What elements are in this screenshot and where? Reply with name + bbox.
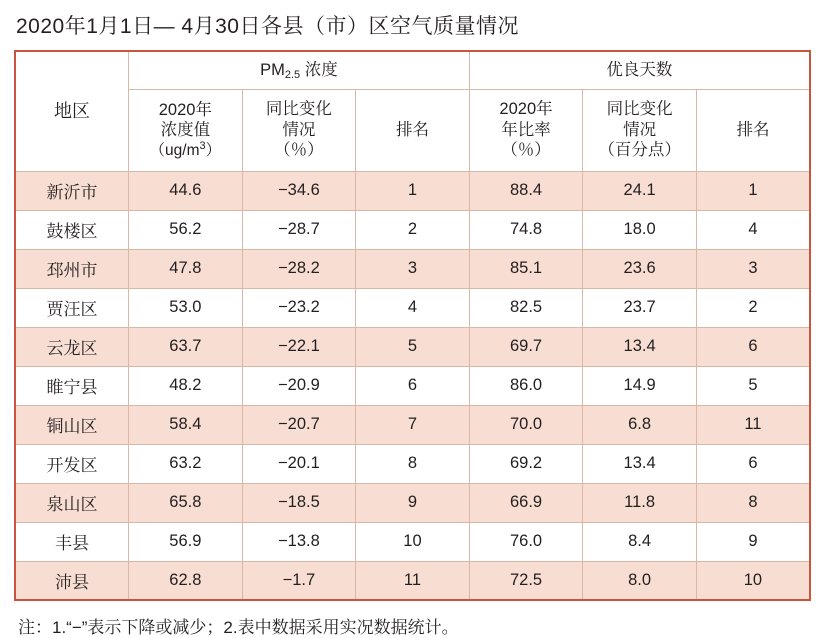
cell-days-rank: 4: [696, 210, 810, 249]
cell-pm25-value: 47.8: [129, 249, 243, 288]
column-header-days-change: [583, 89, 697, 171]
table-body: [15, 171, 810, 600]
cell-pm25-value: 63.7: [129, 327, 243, 366]
table-note: 注：1.“−”表示下降或减少；2.表中数据采用实况数据统计。: [18, 618, 459, 637]
cell-days-change: 13.4: [583, 327, 697, 366]
cell-pm25-change: −20.9: [242, 366, 356, 405]
cell-pm25-change: −28.2: [242, 249, 356, 288]
table-header-group-row: [15, 51, 810, 89]
cell-days-ratio: 82.5: [469, 288, 583, 327]
pm25-value-line1: 2020年: [158, 100, 212, 119]
cell-pm25-value: 56.2: [129, 210, 243, 249]
cell-days-rank: 8: [696, 483, 810, 522]
cell-days-change: 8.4: [583, 522, 697, 561]
page-title: 2020年1月1日— 4月30日各县（市）区空气质量情况: [16, 15, 519, 38]
cell-days-ratio: 76.0: [469, 522, 583, 561]
days-change-line1: 同比变化: [606, 100, 673, 119]
cell-region: 开发区: [15, 444, 129, 483]
cell-pm25-rank: 9: [356, 483, 470, 522]
cell-pm25-rank: 5: [356, 327, 470, 366]
cell-pm25-change: −13.8: [242, 522, 356, 561]
cell-days-ratio: 85.1: [469, 249, 583, 288]
table-row: [15, 561, 810, 600]
table-header-sub-row: [15, 89, 810, 171]
table-row: [15, 444, 810, 483]
column-header-pm25-label: $PM_{2.5}$ 浓度: [260, 60, 338, 81]
cell-pm25-change: −34.6: [242, 171, 356, 210]
column-header-pm25: [129, 51, 470, 89]
cell-days-ratio: 74.8: [469, 210, 583, 249]
days-change-line2: 情况: [623, 120, 657, 139]
cell-days-rank: 11: [696, 405, 810, 444]
cell-region: 鼓楼区: [15, 210, 129, 249]
cell-region: 睢宁县: [15, 366, 129, 405]
cell-days-change: 14.9: [583, 366, 697, 405]
cell-pm25-value: 63.2: [129, 444, 243, 483]
table-row: [15, 327, 810, 366]
cell-region: 泉山区: [15, 483, 129, 522]
cell-days-change: 24.1: [583, 171, 697, 210]
cell-pm25-value: 44.6: [129, 171, 243, 210]
cell-pm25-change: −22.1: [242, 327, 356, 366]
cell-days-ratio: 69.7: [469, 327, 583, 366]
cell-region: 铜山区: [15, 405, 129, 444]
cell-days-rank: 10: [696, 561, 810, 600]
pm25-value-line3: $(ug/m^3)$: [149, 139, 222, 159]
cell-pm25-rank: 3: [356, 249, 470, 288]
cell-pm25-change: −20.7: [242, 405, 356, 444]
air-quality-table: [14, 50, 811, 601]
cell-days-ratio: 86.0: [469, 366, 583, 405]
pm25-change-line3: （％）: [274, 141, 324, 160]
cell-days-change: 11.8: [583, 483, 697, 522]
cell-days-rank: 2: [696, 288, 810, 327]
column-header-good-days: 优良天数: [469, 51, 810, 89]
days-ratio-line2: 年比率: [501, 120, 551, 139]
cell-pm25-rank: 2: [356, 210, 470, 249]
table-row: [15, 210, 810, 249]
cell-region: 云龙区: [15, 327, 129, 366]
column-header-region: 地区: [15, 51, 129, 171]
cell-pm25-change: −20.1: [242, 444, 356, 483]
table-header: [15, 51, 810, 171]
cell-pm25-rank: 11: [356, 561, 470, 600]
table-row: [15, 366, 810, 405]
cell-pm25-value: 58.4: [129, 405, 243, 444]
cell-days-change: 6.8: [583, 405, 697, 444]
cell-pm25-value: 65.8: [129, 483, 243, 522]
cell-days-rank: 1: [696, 171, 810, 210]
table-row: [15, 483, 810, 522]
cell-days-change: 18.0: [583, 210, 697, 249]
cell-days-ratio: 69.2: [469, 444, 583, 483]
cell-pm25-change: −18.5: [242, 483, 356, 522]
pm25-change-line1: 同比变化: [265, 100, 332, 119]
cell-pm25-change: −28.7: [242, 210, 356, 249]
column-header-pm25-value: [129, 89, 243, 171]
cell-region: 新沂市: [15, 171, 129, 210]
cell-pm25-rank: 4: [356, 288, 470, 327]
table-row: [15, 171, 810, 210]
cell-region: 丰县: [15, 522, 129, 561]
cell-region: 沛县: [15, 561, 129, 600]
cell-pm25-change: −1.7: [242, 561, 356, 600]
cell-days-change: 23.7: [583, 288, 697, 327]
cell-days-rank: 6: [696, 444, 810, 483]
column-header-pm25-change: [242, 89, 356, 171]
cell-pm25-rank: 6: [356, 366, 470, 405]
table-row: [15, 288, 810, 327]
pm25-value-line2: 浓度值: [160, 121, 211, 140]
cell-days-change: 8.0: [583, 561, 697, 600]
cell-pm25-rank: 1: [356, 171, 470, 210]
cell-days-rank: 5: [696, 366, 810, 405]
cell-pm25-change: −23.2: [242, 288, 356, 327]
cell-region: 邳州市: [15, 249, 129, 288]
cell-pm25-value: 48.2: [129, 366, 243, 405]
cell-days-ratio: 72.5: [469, 561, 583, 600]
cell-pm25-value: 62.8: [129, 561, 243, 600]
cell-days-rank: 3: [696, 249, 810, 288]
cell-days-ratio: 70.0: [469, 405, 583, 444]
cell-region: 贾汪区: [15, 288, 129, 327]
cell-days-ratio: 88.4: [469, 171, 583, 210]
cell-pm25-value: 53.0: [129, 288, 243, 327]
days-ratio-line1: 2020年: [499, 100, 553, 119]
column-header-days-ratio: [469, 89, 583, 171]
cell-pm25-rank: 10: [356, 522, 470, 561]
cell-pm25-rank: 7: [356, 405, 470, 444]
table-row: [15, 405, 810, 444]
days-change-line3: （百分点）: [598, 141, 681, 160]
cell-days-change: 23.6: [583, 249, 697, 288]
column-header-pm25-rank: 排名: [356, 89, 470, 171]
days-ratio-line3: （％）: [501, 141, 551, 160]
table-row: [15, 249, 810, 288]
pm25-change-line2: 情况: [282, 120, 316, 139]
cell-days-ratio: 66.9: [469, 483, 583, 522]
cell-pm25-value: 56.9: [129, 522, 243, 561]
cell-days-rank: 6: [696, 327, 810, 366]
cell-days-rank: 9: [696, 522, 810, 561]
table-row: [15, 522, 810, 561]
column-header-days-rank: 排名: [696, 89, 810, 171]
cell-pm25-rank: 8: [356, 444, 470, 483]
cell-days-change: 13.4: [583, 444, 697, 483]
